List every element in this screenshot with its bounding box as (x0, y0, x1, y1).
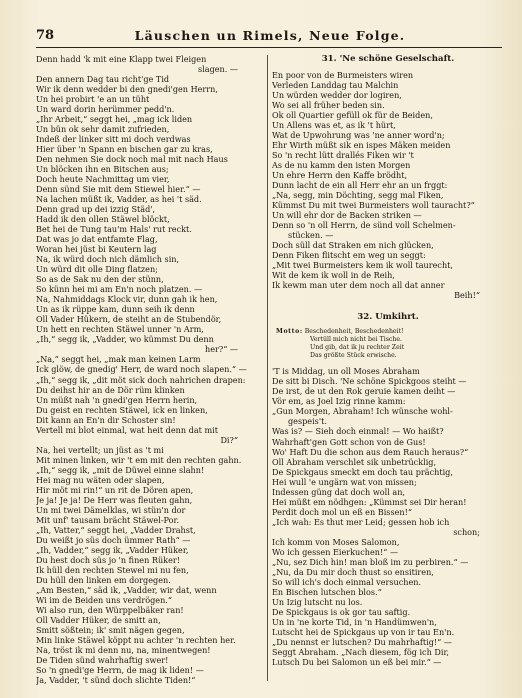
text-line: „Ih, Vadder,“ segg ik, „Vadder Hüker, (36, 544, 189, 555)
text-line: Du hest doch süs jo 'n finen Rüker! (36, 554, 180, 565)
text-line: Wat de Upwohrung was 'ne anner word'n; (272, 130, 445, 141)
text-line: Woran hei jüst bi Keutern lag (36, 244, 157, 255)
text-line: Oll Abraham verschlet sik unbetrücklig, (272, 456, 437, 467)
text-line: Na lachen müßt ik, Vadder, as hei 't säd. (36, 194, 202, 205)
text-line: Na, ik würd doch nich dämlich sin, (36, 254, 180, 265)
text-line: Hei wull 'e ungärn wat von missen; (272, 476, 417, 487)
text-line: Un ehre Herrn den Kaffe brödht, (272, 170, 408, 181)
text-line: As de nu kamm den isten Morgen (272, 160, 411, 171)
header-rule (36, 47, 502, 48)
text-line: De Tiden sünd wahrhaftig swer! (36, 654, 169, 665)
motto-line (276, 344, 504, 352)
text-line: Mit minen linken, wir 't em mit den rechten gahn. (36, 454, 242, 465)
text-line: „Ich wah: Es thut mer Leid; gessen hob ich (272, 516, 450, 527)
text-line: De sitt bi Disch. 'Ne schöne Spickgoos steiht — (272, 376, 467, 387)
text-line: Doch heute Nachmittag um vier, (36, 174, 170, 185)
text-line: En poor von de Burmeisters wiren (272, 70, 414, 81)
text-line: Un in 'ne korte Tid, in 'n Handümwen'n, (272, 616, 437, 627)
text-line: Beih!“ (454, 290, 480, 301)
text-line: Un hei probirt 'e an un tüht (36, 94, 150, 105)
text-line: Lutscht hei de Spickgaus up von ir tau En'n. (272, 626, 455, 637)
text-line: Ja, Vadder, 't sünd doch slichte Tiden!“ (36, 674, 196, 685)
text-line: Smitt sößtein; ik' smit nägen gegen, (36, 624, 185, 635)
text-line: Hir möt mi rin!“ un rit de Dören apen, (36, 484, 194, 495)
text-line: „Nu, sez Dich hin! man bloß im zu perbiren.“ — (272, 556, 469, 567)
text-line: Di?“ (220, 434, 238, 445)
text-line: Min linke Stäwel köppt nu achter 'n rechten her. (36, 634, 236, 645)
text-line: So 'n recht lütt drallés Fiken wir 't (272, 150, 414, 161)
text-line: Ik kewm man uter dem noch all dat anner (272, 280, 445, 291)
text-line: „Mit twei Burmeisters kem ik woll taurecht, (272, 260, 453, 271)
text-line: Wi im de Beiden uns verdrögen.“ (36, 594, 173, 605)
text-line: Wo ich gessen Eierkuchen!“ — (272, 546, 399, 557)
text-line: Du hüll den linken em dorgegen. (36, 574, 171, 585)
right-column (272, 54, 504, 686)
text-line: Dit kann an En'n dir Schoster sin! (36, 414, 176, 425)
text-line: Un würden wedder dor logiren, (272, 90, 402, 101)
text-line: Indessen güng dat doch woll an, (272, 486, 405, 497)
text-line: Den nehmen Sie dock noch mal mit nach Haus (36, 154, 228, 165)
text-line: So will ich's doch einmal versuchen. (272, 576, 422, 587)
text-line: Je ja! Je ja! De Herr was fleuten gahn, (36, 494, 193, 505)
text-line: Ich komm von Moses Salomon, (272, 536, 400, 547)
text-line: Denn so 'n oll Herrn, de sünd voll Schelmen- (272, 220, 456, 231)
text-line: So as de Sak nu den der stünn, (36, 274, 164, 285)
text-line: „Ihr Arbeit,“ seggt hei, „mag ick liden (36, 114, 193, 125)
text-line: Ik hüll den rechten Stewel mi nu fen, (36, 564, 189, 575)
text-line: „Ih, Vatter,“ seggt hei, „Vadder Drahst, (36, 524, 196, 535)
text-line: Na, hei vertellt; un jüst as 't mi (36, 444, 164, 455)
motto-text: Und gib, dat ik ju rechter Zeit (310, 344, 405, 352)
text-line: Wahrhaft'gen Gott schon von de Gus! (272, 436, 426, 447)
text-line: Du weißt jo süs doch ümmer Rath“ — (36, 534, 191, 545)
text-line: Denn grad up dei izzig Städ', (36, 204, 156, 215)
text-line: Na, Nahmiddags Klock vir, dunn gah ik hen, (36, 294, 218, 305)
text-line: Du geist en rechten Stäwel, ick en linken, (36, 404, 208, 415)
motto-text: Das größte Stück erwische. (310, 352, 397, 360)
text-line: Vör em, as Joel Izig rinne kamm: (272, 396, 406, 407)
text-line: Seggt Abraham. „Nach diesem, fög ich Dir, (272, 646, 450, 657)
text-line: Wir ik denn wedder bi den gnedi'gen Herrn, (36, 84, 218, 95)
text-line: So 'n gnedi'ge Herrn, de mag ik liden! — (36, 664, 204, 675)
text-line: Dat was jo dat entfamte Flag, (36, 234, 158, 245)
poem-title: 31. 'Ne schöne Geselschaft. (321, 54, 455, 64)
text-line: gespeis't. (288, 416, 327, 427)
text-line: Indeß der linker sitt mi doch verdwas (36, 134, 191, 145)
motto-line (276, 336, 504, 344)
text-line: 'T is Middag, un oll Moses Abraham (272, 366, 420, 377)
motto-line (276, 328, 504, 336)
motto-text: Vertüll mich nicht bei Tische. (310, 336, 402, 344)
text-line: Doch süll dat Straken em nich glücken, (272, 240, 434, 251)
motto-line (276, 352, 504, 360)
text-line: Lutsch Du bei Salomon un eß bei mir.“ — (272, 656, 442, 667)
text-line: Denn Fiken flitscht em weg un seggt: (272, 250, 426, 261)
text-line: „Nu, da Du mir doch thust so ensitiren, (272, 566, 434, 577)
text-line: „Na, segg, min Döchting, segg mal Fiken, (272, 190, 444, 201)
motto-label: Motto: (276, 328, 303, 336)
text-line: Un blöcken ihn en Bitschen aus; (36, 164, 169, 175)
text-line: „Am Besten,“ säd ik, „Vadder, wir dat, wenn (36, 584, 217, 595)
text-line: Oll Vadder Hüker, de smitt an, (36, 614, 161, 625)
text-line: Denn hadd 'k mit eine Klapp twei Fleigen (36, 54, 207, 64)
text-line: Verleden Landdag tau Malchin (272, 80, 399, 91)
text-line: „Gun Morgen, Abraham! Ich wünsche wohl- (272, 406, 453, 417)
text-line: De Spickgaus smeckt em doch tau prächtig, (272, 466, 453, 477)
motto-text: Beschedenheit, Beschedenheit! (304, 328, 404, 336)
text-line: Hier über 'n Spann en bischen gar zu kras, (36, 144, 213, 155)
text-line: her?“ — (204, 344, 238, 355)
text-line: Ehr Wirth müßt sik en ispes Mäken meiden (272, 140, 451, 151)
text-line: Un bün ok sehr damit zufrieden, (36, 124, 170, 135)
poem-title: 32. Umkihrt. (357, 312, 419, 323)
running-title: Läuschen un Rimels, Neue Folge. (134, 28, 406, 43)
text-line: Un will ehr dor de Backen striken — (272, 210, 422, 221)
text-line: Mit unf' tausam brächt Stäwel-Por. (36, 514, 180, 525)
text-line: Un as ik rüppe kam, dunn seih ik denn (36, 304, 195, 315)
text-line: Perdit doch mol un eß en Bissen!“ (272, 506, 412, 517)
page-number: 78 (36, 28, 55, 43)
text-line: Vertell mi blot einmal, wat heit denn dat mit (36, 424, 218, 435)
text-line: Wo' Haft Du die schon aus dem Rauch heraus?“ (272, 446, 469, 457)
text-line: „Na,“ seggt hei, „mak man keinen Larm (36, 354, 201, 365)
text-line: „Ih,“ segg ik, „Vadder, wo kümmst Du denn (36, 334, 214, 345)
text-line: Un würd dit olle Ding flatzen; (36, 264, 158, 275)
text-line: En Bischen lutschen blos.“ (272, 586, 382, 597)
text-line: „Ih,“ segg ik, „dit möt sick doch nahrichen drapen: (36, 374, 246, 385)
motto-block (272, 328, 504, 360)
text-line: Hei mag nu wäten oder slapen, (36, 474, 165, 485)
text-line: Denn sünd Sie mit dem Stiewel hier.“ — (36, 184, 201, 195)
text-line: Dunn lacht de ein all Herr ehr an un frggt: (272, 180, 448, 191)
text-line: Was is? — Sieh doch einmal! — Wo haißt? (272, 426, 444, 437)
column-divider (267, 55, 268, 681)
text-line: Un hett en rechten Stäwel unner 'n Arm, (36, 324, 204, 335)
text-line: Un ward dorin herümmer pedd'n. (36, 104, 175, 115)
text-line: „Ih,“ segg ik, „mit de Düwel einne slahn! (36, 464, 205, 475)
text-line: schon; (453, 526, 480, 537)
text-line: Un Izig lutscht nu los. (272, 596, 363, 607)
text-line: Wit de kem ik woll in de Reih, (272, 270, 395, 281)
text-line: Wi also run, den Würppelbäker ran! (36, 604, 184, 615)
text-line: Bet hei de Tung tau'm Hals' rut reckt. (36, 224, 192, 235)
text-line: Na, tröst ik mi denn nu, na, minentwegen! (36, 644, 211, 655)
text-line: „Du nennst er lutschen? Du mahrhaftig!“ — (272, 636, 452, 647)
text-line: slagen. — (198, 64, 238, 75)
text-line: De Spickgaus is ok gor tau saftig. (272, 606, 411, 617)
text-line: Hadd ik den ollen Stäwel blöckt, (36, 214, 170, 225)
text-line: Un müßt nah 'n gnedi'gen Herrn herin, (36, 394, 198, 405)
text-line: Wo sei all früher beden sin. (272, 100, 385, 111)
text-line: stücken. — (288, 230, 334, 241)
text-line: So künn hei mi am En'n noch platzen. — (36, 284, 203, 295)
text-line: Kümmst Du mit twei Burmeisters woll tauracht?“ (272, 200, 475, 211)
spacer (272, 300, 504, 312)
text-line: Ick glöw, de gnedig' Herr, de ward noch slapen.“ — (36, 364, 247, 375)
text-line: Hei müßt em nödhgen: „Kümmst sei Dir heran! (272, 496, 467, 507)
text-line: Oll Vader Hükern, de steiht an de Stubendör, (36, 314, 222, 325)
text-line: Un Allens was et, as ik 't hürt, (272, 120, 396, 131)
text-line: Den annern Dag tau richt'ge Tid (36, 74, 170, 85)
text-line: Ok oll Quartier gefüll ok für de Beiden, (272, 110, 433, 121)
text-line: Du deihst hir an de Dör rüm klinken (36, 384, 185, 395)
text-line: Un mi twei Dämelklas, wi stün'n dor (36, 504, 186, 515)
left-column (36, 54, 262, 686)
page-header (36, 28, 504, 46)
text-line: De irst, de ut den Rok geruie kamen deiht — (272, 386, 456, 397)
